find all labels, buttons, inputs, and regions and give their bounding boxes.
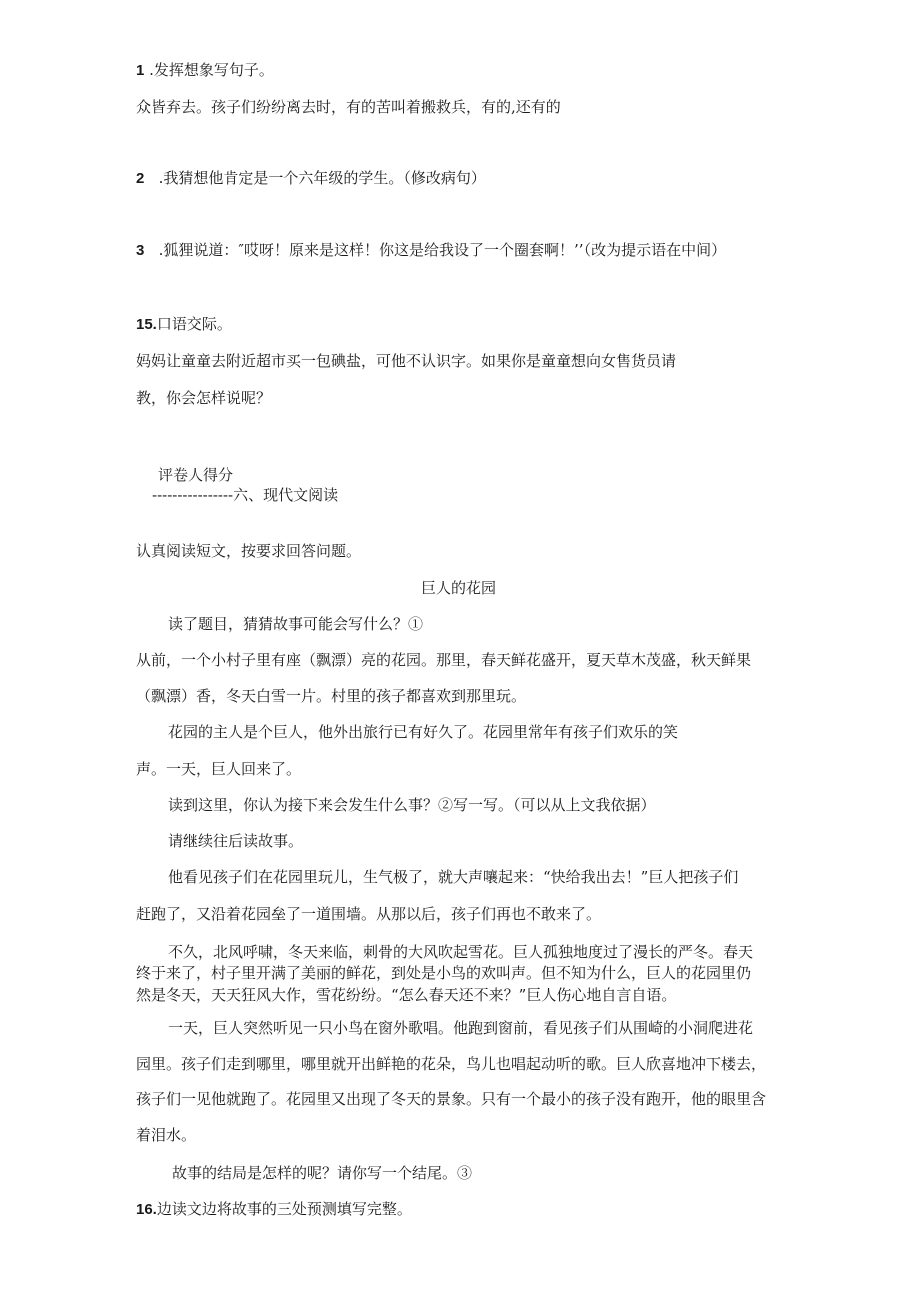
passage-line: 孩子们一见他就跑了。花园里又出现了冬天的景象。只有一个最小的孩子没有跑开，他的眼里含 <box>136 1090 767 1108</box>
q3-number: 3 <box>136 242 145 259</box>
q3-line <box>136 240 726 261</box>
continue-reading-note: 请继续往后读故事。 <box>168 832 304 850</box>
q2-number: 2 <box>136 170 145 187</box>
q15-number: 15. <box>136 316 157 333</box>
passage-line: 园里。孩子们走到哪里，哪里就开出鲜艳的花朵，鸟儿也唱起动听的歌。巨人欣喜地冲下楼去， <box>136 1055 767 1073</box>
q1-number: 1 <box>136 62 145 79</box>
passage-line: 然是冬天，天天狂风大作，雪花纷纷。“怎么春天还不来？”巨人伤心地自言自语。 <box>136 986 677 1004</box>
q1-text: .发挥想象写句子。 <box>149 61 274 79</box>
passage-line: 不久，北风呼啸，冬天来临，刺骨的大风吹起雪花。巨人孤独地度过了漫长的严冬。春天 <box>168 943 754 961</box>
passage-line: （飘漂）香，冬天白雪一片。村里的孩子都喜欢到那里玩。 <box>136 687 527 705</box>
q15-title: 口语交际。 <box>156 315 232 333</box>
q16-number: 16. <box>136 1201 157 1218</box>
story-title: 巨人的花园 <box>421 579 497 597</box>
prediction-prompt-3: 故事的结局是怎样的呢？请你写一个结尾。③ <box>172 1164 473 1182</box>
grader-score-label: 评卷人得分 <box>158 466 234 484</box>
prediction-prompt-2: 读到这里，你认为接下来会发生什么事？②写一写。（可以从上文我依据） <box>168 796 656 814</box>
q15-line-2: 教，你会怎样说呢？ <box>136 389 272 407</box>
q16-text: 边读文边将故事的三处预测填写完整。 <box>156 1200 412 1218</box>
q2-line <box>136 168 486 189</box>
passage-line: 从前，一个小村子里有座（飘漂）亮的花园。那里，春天鲜花盛开，夏天草木茂盛，秋天鲜果 <box>136 651 752 669</box>
prediction-prompt-1: 读了题目，猜猜故事可能会写什么？① <box>168 615 424 633</box>
passage-line: 赶跑了，又沿着花园垒了一道围墙。从那以后，孩子们再也不敢来了。 <box>136 905 602 923</box>
q3-text: .狐狸说道：″哎呀！原来是这样！你这是给我设了一个圈套啊！’’（改为提示语在中间） <box>158 241 727 259</box>
q1-line <box>136 60 274 81</box>
q16-line <box>136 1199 412 1220</box>
passage-line: 终于来了，村子里开满了美丽的鲜花，到处是小鸟的欢叫声。但不知为什么，巨人的花园里仍 <box>136 964 752 982</box>
passage-line: 着泪水。 <box>136 1126 197 1144</box>
passage-line: 他看见孩子们在花园里玩儿，生气极了，就大声嚷起来：“快给我出去！”巨人把孩子们 <box>168 868 739 886</box>
passage-line: 一天，巨人突然听见一只小鸟在窗外歌唱。他跑到窗前，看见孩子们从围崎的小洞爬进花 <box>168 1019 754 1037</box>
passage-line: 花园的主人是个巨人，他外出旅行已有好久了。花园里常年有孩子们欢乐的笑 <box>168 723 679 741</box>
q15-heading <box>136 314 232 335</box>
q2-text: .我猜想他肯定是一个六年级的学生。（修改病句） <box>158 169 486 187</box>
q1-prompt: 众皆弃去。孩子们纷纷离去时，有的苦叫着搬救兵，有的,还有的 <box>136 98 561 116</box>
passage-line: 声。一天，巨人回来了。 <box>136 760 302 778</box>
reading-instruction: 认真阅读短文，按要求回答问题。 <box>136 542 362 560</box>
q15-line-1: 妈妈让童童去附近超市买一包碘盐，可他不认识字。如果你是童童想向女售货员请 <box>136 352 677 370</box>
section-six-heading: ----------------六、现代文阅读 <box>152 486 339 504</box>
